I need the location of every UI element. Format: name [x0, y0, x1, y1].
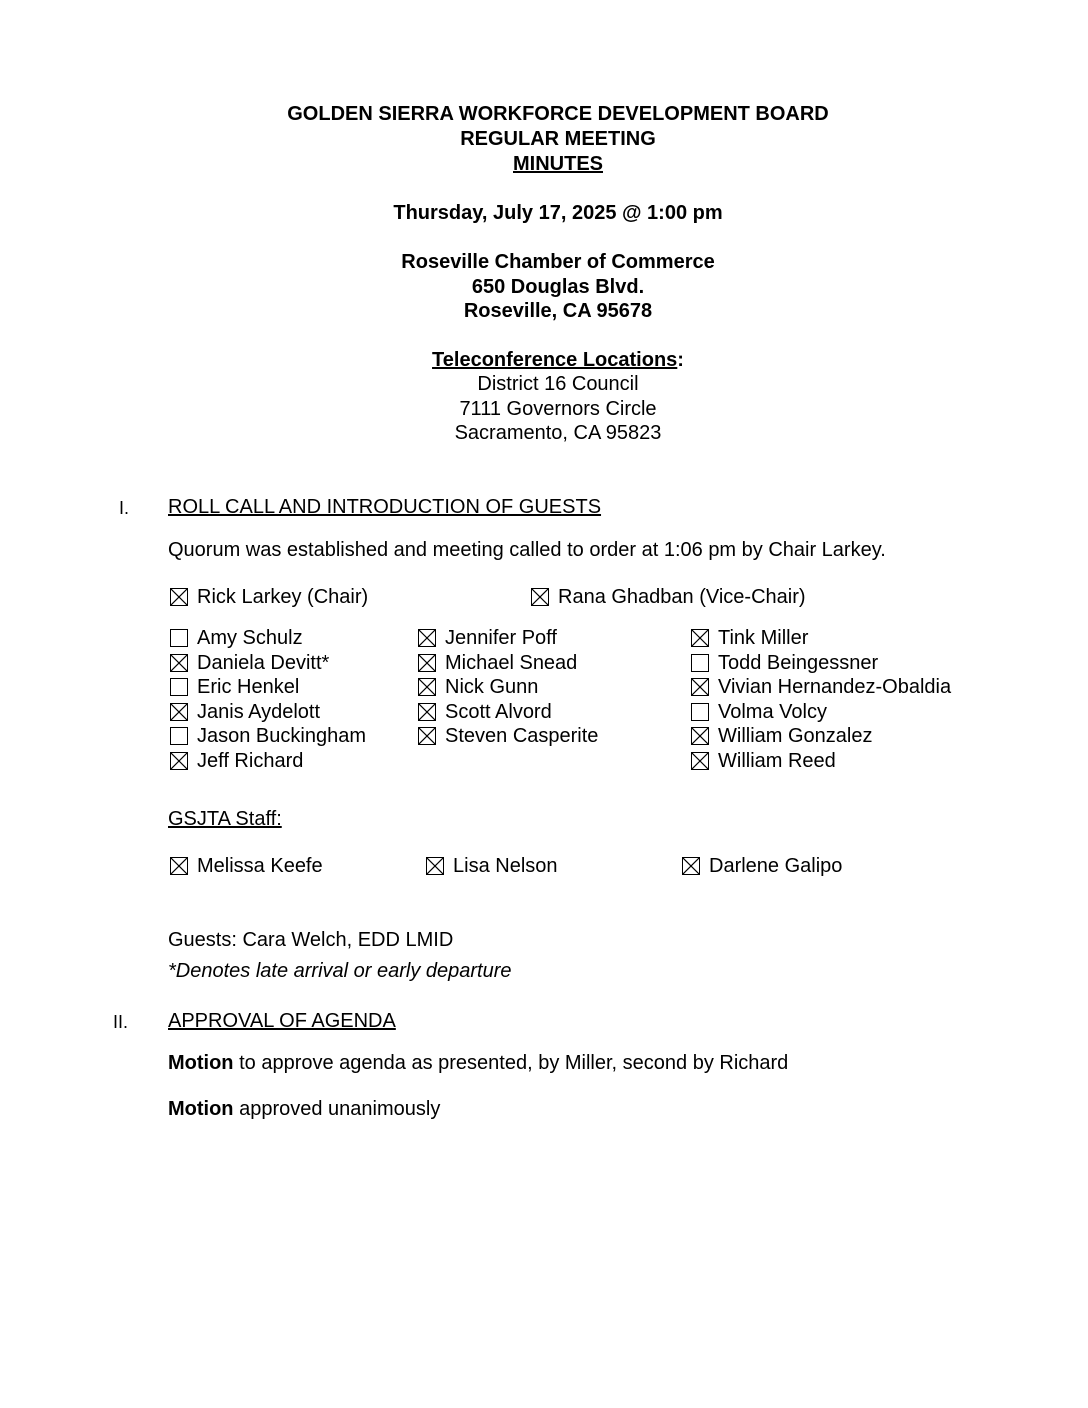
member-item	[691, 724, 872, 748]
staff-name: Darlene Galipo	[709, 855, 843, 877]
staff-label: GSJTA Staff:	[168, 808, 282, 830]
checked-box-icon[interactable]	[418, 703, 436, 721]
member-item	[170, 700, 320, 724]
motion-1-label: Motion	[168, 1052, 234, 1074]
member-item	[170, 749, 303, 773]
member-item	[170, 675, 299, 699]
member-name: William Gonzalez	[718, 725, 873, 748]
motion-1	[168, 1051, 788, 1075]
meeting-date: Thursday, July 17, 2025 @ 1:00 pm	[393, 202, 723, 224]
member-name: Jennifer Poff	[445, 627, 557, 649]
checked-box-icon[interactable]	[682, 857, 700, 875]
minutes-title	[0, 152, 1088, 177]
member-name: Michael Snead	[445, 651, 578, 674]
member-name: Scott Alvord	[445, 700, 552, 723]
unchecked-box-icon[interactable]	[170, 678, 188, 696]
tele-line-1: District 16 Council	[477, 373, 639, 395]
member-item	[418, 651, 577, 675]
quorum-statement: Quorum was established and meeting called to order at 1:06 pm by Chair Larkey.	[168, 539, 886, 561]
member-name: Jeff Richard	[197, 750, 304, 772]
checked-box-icon[interactable]	[691, 678, 709, 696]
unchecked-box-icon[interactable]	[170, 629, 188, 647]
guests-line: Guests: Cara Welch, EDD LMID	[168, 929, 454, 951]
member-item	[418, 724, 598, 748]
motion-2	[168, 1097, 440, 1121]
tele-line-2: 7111 Governors Circle	[459, 398, 657, 420]
section-2-title: APPROVAL OF AGENDA	[168, 1010, 396, 1032]
member-name: Steven Casperite	[445, 725, 599, 748]
section-2-number: II.	[113, 1012, 129, 1032]
teleconference-colon: :	[677, 349, 684, 371]
checked-box-icon[interactable]	[170, 588, 188, 606]
teleconference-label: Teleconference Locations	[432, 349, 678, 371]
member-item	[691, 700, 827, 724]
member-item	[691, 749, 836, 773]
checked-box-icon[interactable]	[170, 654, 188, 672]
member-name: Vivian Hernandez-Obaldia	[718, 676, 952, 699]
member-item	[418, 626, 557, 650]
member-name: Daniela Devitt*	[197, 651, 330, 674]
member-item	[418, 700, 552, 724]
checked-box-icon[interactable]	[691, 727, 709, 745]
member-name: Nick Gunn	[445, 676, 539, 699]
motion-2-text: approved unanimously	[233, 1098, 441, 1120]
venue-address-1: 650 Douglas Blvd.	[471, 276, 645, 298]
officer-name: Rana Ghadban (Vice-Chair)	[558, 586, 806, 608]
staff-item	[682, 854, 842, 878]
section-1-number: I.	[119, 498, 130, 518]
unchecked-box-icon[interactable]	[170, 727, 188, 745]
unchecked-box-icon[interactable]	[691, 703, 709, 721]
checked-box-icon[interactable]	[691, 752, 709, 770]
venue-name: Roseville Chamber of Commerce	[401, 251, 715, 273]
member-item	[691, 651, 878, 675]
staff-item	[170, 854, 323, 878]
member-name: William Reed	[718, 750, 836, 772]
officer-name: Rick Larkey (Chair)	[197, 586, 369, 608]
member-item	[418, 675, 538, 699]
tele-line-3: Sacramento, CA 95823	[454, 422, 662, 444]
member-name: Todd Beingessner	[718, 651, 879, 674]
org-title: GOLDEN SIERRA WORKFORCE DEVELOPMENT BOARD	[287, 103, 829, 125]
member-item	[691, 675, 951, 699]
teleconference-heading	[0, 348, 1088, 373]
section-1-title: ROLL CALL AND INTRODUCTION OF GUESTS	[168, 496, 602, 518]
officer-item	[170, 585, 368, 609]
member-name: Janis Aydelott	[197, 700, 321, 723]
officer-item	[531, 585, 806, 609]
checked-box-icon[interactable]	[418, 727, 436, 745]
motion-1-text: to approve agenda as presented, by Miller, second by Richard	[233, 1052, 789, 1074]
member-item	[170, 651, 329, 675]
checked-box-icon[interactable]	[418, 629, 436, 647]
checked-box-icon[interactable]	[691, 629, 709, 647]
unchecked-box-icon[interactable]	[691, 654, 709, 672]
checked-box-icon[interactable]	[170, 703, 188, 721]
member-name: Jason Buckingham	[197, 725, 366, 748]
member-name: Tink Miller	[718, 627, 809, 649]
meeting-title: REGULAR MEETING	[460, 128, 656, 150]
checked-box-icon[interactable]	[418, 678, 436, 696]
staff-item	[426, 854, 558, 878]
motion-2-label: Motion	[168, 1098, 234, 1120]
checked-box-icon[interactable]	[170, 857, 188, 875]
member-item	[691, 626, 808, 650]
venue-address-2: Roseville, CA 95678	[463, 300, 653, 322]
member-item	[170, 626, 303, 650]
checked-box-icon[interactable]	[418, 654, 436, 672]
checked-box-icon[interactable]	[426, 857, 444, 875]
late-arrival-note: *Denotes late arrival or early departure	[168, 960, 512, 982]
staff-name: Lisa Nelson	[453, 855, 558, 877]
member-name: Volma Volcy	[718, 700, 827, 723]
staff-name: Melissa Keefe	[197, 855, 323, 877]
checked-box-icon[interactable]	[531, 588, 549, 606]
member-item	[170, 724, 366, 748]
member-name: Amy Schulz	[197, 627, 303, 649]
member-name: Eric Henkel	[197, 676, 300, 699]
checked-box-icon[interactable]	[170, 752, 188, 770]
minutes-label: MINUTES	[513, 153, 603, 175]
